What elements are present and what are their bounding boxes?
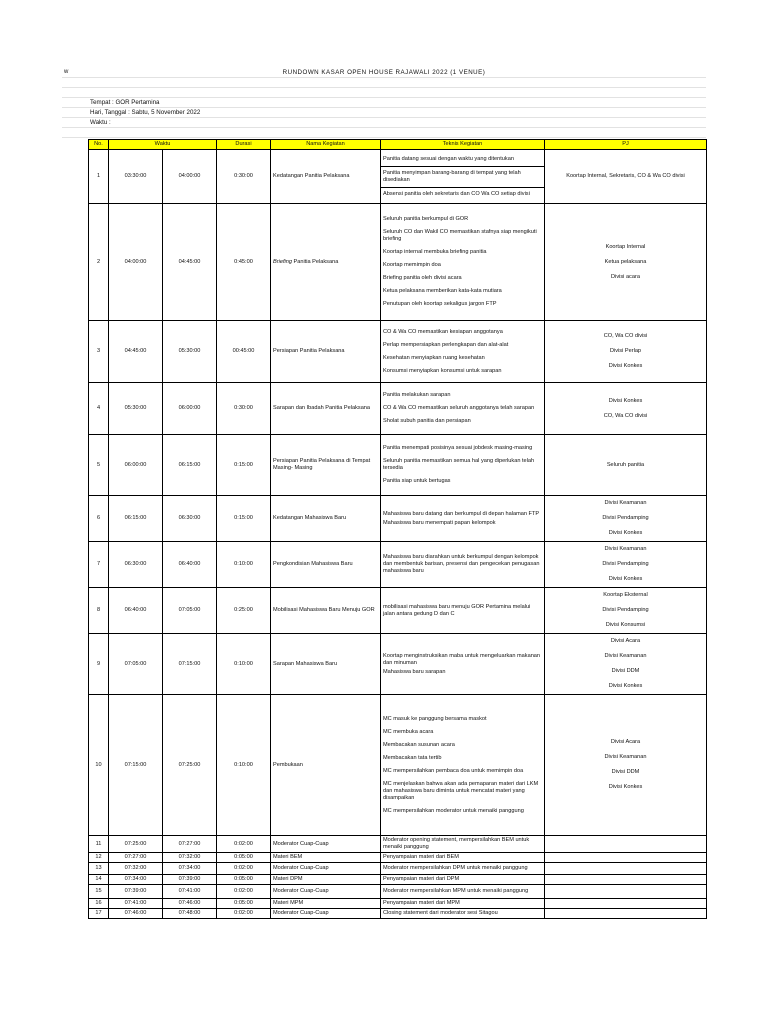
cell-no: 15 [89,885,109,899]
teknis-item: CO & Wa CO memastikan kesiapan anggotanya [383,328,503,335]
teknis-item: Konsumsi menyiapkan konsumsi untuk sarapan [383,367,502,374]
header-teknis-kegiatan: Teknis Kegiatan [381,140,545,150]
cell-nama-kegiatan: Kedatangan Panitia Pelaksana [271,150,381,204]
cell-durasi: 0:02:00 [217,836,271,853]
teknis-item: Penutupan oleh koortap sekaligus jargon FTP [383,301,497,307]
table-row [89,863,707,875]
cell-pj [545,875,707,885]
teknis-item: Ketua pelaksana memberikan kata-kata mutiara [383,288,502,294]
table-header-row [89,140,707,150]
cell-start-time: 06:40:00 [109,588,163,634]
pj-item: Divisi Keamanan [604,754,647,760]
cell-teknis-kegiatan [381,204,545,321]
teknis-item: Seluruh panitia memastikan semua hal yang diperlukan telah tersedia [383,458,535,471]
pj-item: Divisi DDM [611,769,640,775]
cell-end-time: 06:00:00 [163,383,217,435]
cell-durasi: 0:30:00 [217,150,271,204]
cell-teknis-kegiatan [381,853,545,863]
cell-end-time: 06:30:00 [163,496,217,542]
cell-pj [545,853,707,863]
cell-no: 16 [89,899,109,909]
teknis-item: Panitia melakukan sarapan [383,392,451,398]
teknis-item: CO & Wa CO memastikan seluruh anggotanya telah sarapan [383,405,535,411]
cell-start-time: 05:30:00 [109,383,163,435]
table-row [89,321,707,383]
teknis-item: MC mempersilahkan pembaca doa untuk memimpin doa [383,767,524,774]
cell-durasi: 0:15:00 [217,496,271,542]
table-row [89,588,707,634]
pj-item: Divisi Konkes [608,683,643,689]
cell-durasi: 0:05:00 [217,899,271,909]
cell-nama-kegiatan: Persiapan Panitia Pelaksana [271,321,381,383]
pj-item: Divisi Pendamping [602,607,649,613]
cell-start-time: 07:32:00 [109,863,163,875]
table-row [89,836,707,853]
cell-start-time: 06:00:00 [109,435,163,496]
table-row [89,496,707,542]
cell-teknis-kegiatan [381,899,545,909]
teknis-item: Penyampaian materi dari DPM [383,876,460,882]
cell-pj [545,150,707,204]
cell-end-time: 07:48:00 [163,909,217,919]
teknis-item: MC membuka acara [383,728,434,735]
cell-pj [545,899,707,909]
sheet-row-tempat [62,98,706,108]
pj-item: CO, Wa CO divisi [603,333,648,339]
cell-nama-kegiatan: Materi MPM [271,899,381,909]
cell-no: 7 [89,542,109,588]
cell-end-time: 07:32:00 [163,853,217,863]
cell-end-time: 06:15:00 [163,435,217,496]
cell-pj [545,435,707,496]
pj-item: Divisi DDM [611,668,640,674]
header-pj: PJ [545,140,707,150]
pj-item: Divisi Konkes [608,530,643,536]
cell-pj [545,321,707,383]
cell-pj [545,695,707,836]
cell-teknis-kegiatan [381,634,545,695]
teknis-item: Absensi panitia oleh sekretaris dan CO Wa CO setiap divisi [383,190,530,197]
sheet-row-empty [62,78,706,88]
cell-nama-kegiatan: Moderator Cuap-Cuap [271,885,381,899]
teknis-item: Mahasiswa baru menempati papan kelompok [383,519,496,526]
cell-teknis-kegiatan [381,542,545,588]
cell-pj [545,836,707,853]
pj-item: Divisi Konkes [608,784,643,790]
pj-item: Divisi Konsumsi [605,622,646,628]
teknis-item: Panitia menyimpan barang-barang di tempat yang telah disediakan [383,169,521,183]
rundown-table [88,139,707,919]
teknis-item: Panitia menempati posisinya sesuai jobdesk masing-masing [383,445,533,451]
sheet-row-empty [62,88,706,98]
pj-item: Koortap Eksternal [603,592,648,598]
cell-pj [545,634,707,695]
sheet-row-empty [62,128,706,138]
cell-no: 17 [89,909,109,919]
briefing-italic: Briefing [273,258,292,265]
cell-no: 5 [89,435,109,496]
cell-no: 3 [89,321,109,383]
pj-item: Koortap Internal [605,243,646,250]
cell-teknis-kegiatan [381,150,545,204]
cell-pj [545,542,707,588]
cell-start-time: 07:15:00 [109,695,163,836]
pj-item: Divisi acara [611,273,640,280]
teknis-item: Seluruh CO dan Wakil CO memastikan stafnya siap mengikuti briefing [383,229,537,242]
teknis-item: Sholat subuh panitia dan persiapan [383,418,471,424]
cell-nama-kegiatan: Sarapan Mahasiswa Baru [271,634,381,695]
cell-start-time: 07:27:00 [109,853,163,863]
teknis-item: Kesehatan menyiapkan ruang kesehatan [383,354,485,361]
table-row [89,875,707,885]
pj-item: Divisi Konkes [608,576,643,582]
cell-end-time: 07:05:00 [163,588,217,634]
teknis-item: Moderator mempersilahkan DPM untuk menaiki panggung [383,865,528,871]
tempat-text: Tempat : GOR Pertamina [90,99,160,106]
teknis-item: Membacakan tata tertib [383,754,442,761]
pj-item: Divisi Acara [610,739,641,745]
cell-nama-kegiatan: Moderator Cuap-Cuap [271,836,381,853]
teknis-item: Mahasiswa baru sarapan [383,668,446,675]
teknis-item: Briefing panitia oleh divisi acara [383,275,462,281]
cell-start-time: 06:30:00 [109,542,163,588]
pj-item: Koortap Internal, Sekretaris, CO & Wa CO divisi [566,173,685,179]
table-row [89,542,707,588]
cell-start-time: 06:15:00 [109,496,163,542]
header-durasi: Durasi [217,140,271,150]
table-row [89,435,707,496]
cell-end-time: 07:27:00 [163,836,217,853]
cell-teknis-kegiatan [381,695,545,836]
teknis-item: MC mempersilahkan moderator untuk menaiki panggung [383,807,524,814]
cell-no: 14 [89,875,109,885]
cell-pj [545,383,707,435]
teknis-item: Moderator mempersilahkan MPM untuk menaiki panggung [383,888,529,894]
pj-item: Divisi Konkes [608,397,643,404]
cell-teknis-kegiatan [381,321,545,383]
spreadsheet-sheet [62,68,706,916]
pj-item: Divisi Keamanan [604,500,647,506]
teknis-item: Closing statement dari moderator sesi Sitagou [383,910,498,916]
cell-start-time: 07:25:00 [109,836,163,853]
cell-teknis-kegiatan [381,885,545,899]
teknis-item: Moderator opening statement, mempersilahkan BEM untuk menaiki panggung [383,837,530,850]
cell-no: 10 [89,695,109,836]
pj-item: Divisi Perlap [609,348,642,354]
table-row [89,899,707,909]
cell-teknis-kegiatan [381,836,545,853]
cell-nama-kegiatan: Moderator Cuap-Cuap [271,909,381,919]
cell-no: 13 [89,863,109,875]
teknis-item: MC masuk ke panggung bersama maskot [383,715,487,722]
column-a-mark: w [64,69,69,75]
cell-pj [545,909,707,919]
teknis-item: Penyampaian materi dari MPM [383,900,460,906]
header-nama-kegiatan: Nama Kegiatan [271,140,381,150]
cell-no: 8 [89,588,109,634]
table-row [89,909,707,919]
cell-teknis-kegiatan [381,383,545,435]
cell-nama-kegiatan: Materi BEM [271,853,381,863]
pj-item: Divisi Pendamping [602,515,649,521]
teknis-item: Panitia siap untuk bertugas [383,478,451,484]
teknis-item: Membacakan susunan acara [383,741,455,748]
cell-nama-kegiatan: Pengkondisian Mahasiswa Baru [271,542,381,588]
teknis-item: Seluruh panitia berkumpul di GOR [383,216,469,222]
cell-pj [545,885,707,899]
hari-tanggal-text: Hari, Tanggal : Sabtu, 5 November 2022 [90,109,201,116]
table-row [89,634,707,695]
cell-teknis-kegiatan [381,435,545,496]
pj-item: Divisi Keamanan [604,653,647,659]
cell-start-time: 03:30:00 [109,150,163,204]
cell-durasi: 0:02:00 [217,863,271,875]
cell-end-time: 07:39:00 [163,875,217,885]
cell-durasi: 0:45:00 [217,204,271,321]
pj-item: Ketua pelaksana [604,258,647,265]
cell-nama-kegiatan: Mobilisasi Mahasiswa Baru Menuju GOR [271,588,381,634]
cell-end-time: 04:45:00 [163,204,217,321]
teknis-item: mobilisasi mahasiswa baru menuju GOR Pertamina melalui jalan antara gedung D dan C [383,603,531,617]
teknis-item: Panitia datang sesuai dengan waktu yang ditentukan [383,155,514,162]
cell-pj [545,863,707,875]
cell-start-time: 07:39:00 [109,885,163,899]
cell-nama-kegiatan: Materi DPM [271,875,381,885]
cell-end-time: 06:40:00 [163,542,217,588]
cell-durasi: 0:02:00 [217,885,271,899]
table-row [89,853,707,863]
cell-durasi: 0:05:00 [217,853,271,863]
cell-start-time: 07:05:00 [109,634,163,695]
cell-no: 1 [89,150,109,204]
pj-item: Divisi Konkes [608,363,643,369]
cell-durasi: 0:10:00 [217,695,271,836]
teknis-item: Koortap memimpin doa [383,262,441,268]
cell-end-time: 07:15:00 [163,634,217,695]
cell-teknis-kegiatan [381,875,545,885]
table-row [89,383,707,435]
cell-end-time: 05:30:00 [163,321,217,383]
cell-nama-kegiatan: Briefing Panitia Pelaksana [271,204,381,321]
cell-nama-kegiatan: Kedatangan Mahasiswa Baru [271,496,381,542]
cell-end-time: 07:25:00 [163,695,217,836]
sheet-row-hari [62,108,706,118]
cell-nama-kegiatan: Sarapan dan Ibadah Panitia Pelaksana [271,383,381,435]
document-title: RUNDOWN KASAR OPEN HOUSE RAJAWALI 2022 (1 VENUE) [282,69,486,76]
teknis-item: Mahasiswa baru diarahkan untuk berkumpul dengan kelompok dan membentuk barisan, presensi dan pengecekan penugasan mahasiswa baru [383,554,540,574]
table-body [89,150,707,919]
table-row [89,885,707,899]
cell-no: 9 [89,634,109,695]
cell-teknis-kegiatan [381,909,545,919]
cell-end-time: 07:34:00 [163,863,217,875]
cell-no: 6 [89,496,109,542]
cell-no: 2 [89,204,109,321]
cell-nama-kegiatan: Persiapan Panitia Pelaksana di Tempat Masing- Masing [271,435,381,496]
cell-teknis-kegiatan [381,863,545,875]
cell-end-time: 04:00:00 [163,150,217,204]
teknis-item: Koortap internal membuka briefing panitia [383,249,487,255]
table-row [89,204,707,321]
header-no: No. [89,140,109,150]
cell-nama-kegiatan: Moderator Cuap-Cuap [271,863,381,875]
pj-item: CO, Wa CO divisi [603,412,648,419]
table-row [89,150,707,204]
cell-start-time: 07:34:00 [109,875,163,885]
cell-no: 4 [89,383,109,435]
cell-durasi: 0:15:00 [217,435,271,496]
cell-durasi: 0:30:00 [217,383,271,435]
cell-start-time: 07:46:00 [109,909,163,919]
cell-teknis-kegiatan [381,588,545,634]
cell-end-time: 07:41:00 [163,885,217,899]
cell-start-time: 07:41:00 [109,899,163,909]
cell-durasi: 0:25:00 [217,588,271,634]
cell-durasi: 0:05:00 [217,875,271,885]
teknis-item: MC menjelaskan bahwa akan ada pemaparan materi dari LKM dan mahasiswa baru diminta untuk mencatat materi yang disampaikan [383,780,539,801]
cell-no: 11 [89,836,109,853]
cell-pj [545,588,707,634]
teknis-item: Mahasiswa baru datang dan berkumpul di depan halaman FTP [383,510,540,517]
pj-item: Divisi Keamanan [604,546,647,552]
waktu-text: Waktu : [90,119,111,126]
cell-durasi: 0:02:00 [217,909,271,919]
pj-item: Seluruh panitia [606,461,645,468]
cell-durasi: 0:10:00 [217,542,271,588]
header-waktu: Waktu [109,140,217,150]
cell-teknis-kegiatan [381,496,545,542]
cell-start-time: 04:45:00 [109,321,163,383]
cell-start-time: 04:00:00 [109,204,163,321]
pj-item: Divisi Acara [610,638,641,644]
teknis-item: Penyampaian materi dari BEM [383,854,459,860]
teknis-item: Perlap mempersiapkan perlengkapan dan alat-alat [383,341,509,348]
cell-durasi: 00:45:00 [217,321,271,383]
cell-pj [545,496,707,542]
cell-end-time: 07:46:00 [163,899,217,909]
cell-no: 12 [89,853,109,863]
teknis-item: Koortap menginstruksikan maba untuk mengeluarkan makanan dan minuman [383,652,541,666]
cell-pj [545,204,707,321]
sheet-row-title [62,68,706,78]
sheet-row-waktu [62,118,706,128]
pj-item: Divisi Pendamping [602,561,649,567]
table-row [89,695,707,836]
cell-durasi: 0:10:00 [217,634,271,695]
cell-nama-kegiatan: Pembukaan [271,695,381,836]
